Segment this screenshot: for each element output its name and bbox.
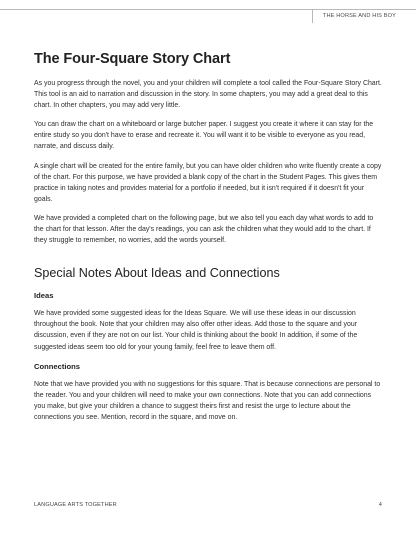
ideas-paragraph: We have provided some suggested ideas for the Ideas Square. We will use these ideas in our discussion throughout the book. Note that your children may also offer other ideas. Add those to the square and your discussion, even if they are not on our list. Your child is thinking about the book! In addition, if some of the suggested ideas seem too old for your young family, feel free to leave them off.: [34, 310, 358, 351]
page-content: [34, 50, 382, 431]
footer-title: LANGUAGE ARTS TOGETHER: [34, 502, 117, 508]
intro-paragraph-1: As you progress through the novel, you and your children will complete a tool called the Four-Square Story Chart. This tool is an aid to narration and discussion in the story. In some chapters, you may add a great deal to this chart. In other chapters, you may add very little.: [34, 80, 382, 110]
intro-paragraph-4: We have provided a completed chart on the following page, but we also tell you each day what words to add to the chart for that lesson. After the day's readings, you can ask the children what they would add to the chart. If they struggle to remember, no worries, add the words yourself.: [34, 214, 374, 245]
section-spacer: [34, 254, 382, 265]
running-head: THE HORSE AND HIS BOY: [312, 9, 416, 23]
ideas-heading: Ideas: [34, 291, 54, 301]
page-number: 4: [378, 502, 382, 508]
intro-paragraph-3: A single chart will be created for the entire family, but you can have older children who write fluently create a copy of the chart. For this purpose, we have provided a blank copy of the chart in the Student Pages. This gives them practice in taking notes and provides material for a portfolio if needed, but it isn't required if it doesn't fit your goals.: [34, 162, 382, 203]
page-title: The Four-Square Story Chart: [34, 51, 231, 67]
intro-paragraph-2: You can draw the chart on a whiteboard or large butcher paper. I suggest you create it where it can stay for the entire study so you don't have to erase and recreate it. You will want it to be visible to everyone as you read, narrate, and discuss daily.: [34, 121, 374, 151]
section-title: Special Notes About Ideas and Connections: [34, 266, 280, 281]
connections-paragraph: Note that we have provided you with no suggestions for this square. That is because connections are personal to the reader. You and your children will need to make your own connections. Note that you can add connections you make, but give your children a chance to suggest theirs first and resist the urge to lecture about the connections you see. Mention, record in the square, and move on.: [34, 380, 381, 421]
page-header: [0, 9, 416, 23]
page-footer: [34, 502, 382, 508]
connections-heading: Connections: [34, 361, 80, 371]
